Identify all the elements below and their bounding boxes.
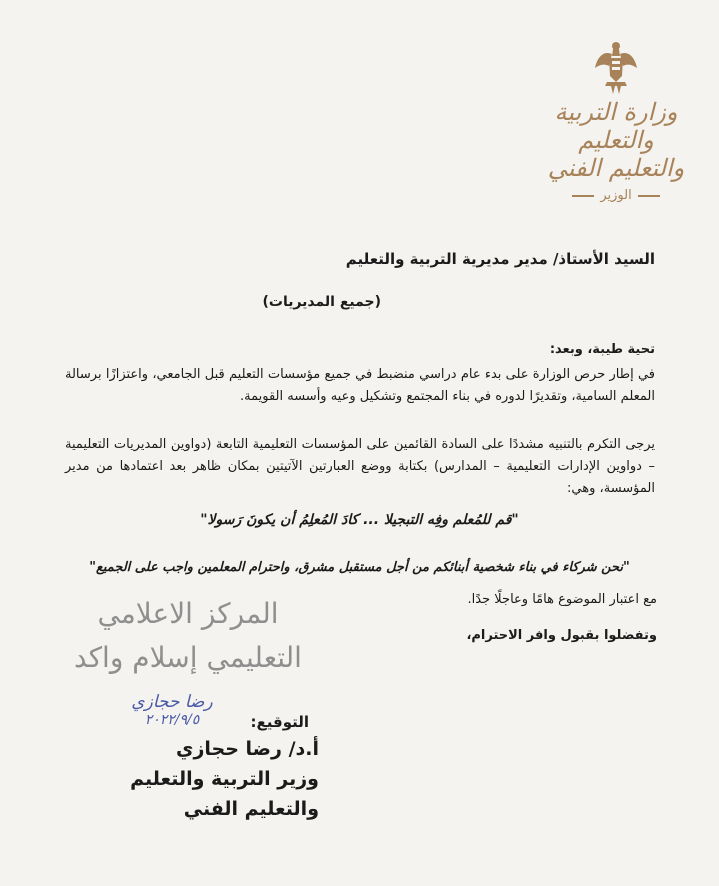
recipient-scope: (جميع المديريات): [262, 294, 381, 310]
slogan-partnership: "نحن شركاء في بناء شخصية أبنائكم من أجل مستقبل مشرق، واحترام المعلمين واجب على الجميع": [89, 560, 630, 575]
addressee: السيد الأستاذ/ مدير مديرية التربية والتعليم: [345, 250, 655, 268]
signatory-title: وزير التربية والتعليم: [130, 768, 319, 790]
letterhead: [541, 40, 691, 203]
closing-line: وتفضلوا بقبول وافر الاحترام،: [466, 628, 657, 643]
slogan-poem: "قم للمُعلم وفِه التبجيلا ... كادَ المُعلِمُ أن يكونَ رَسولا": [200, 512, 519, 528]
body-paragraph: يرجى التكرم بالتنبيه مشددًا على السادة القائمين على المؤسسات التعليمية التابعة (دواوين المديريات التعليمية – دواوين الإدارات التعليمية – المدارس) بكتابة ووضع العبارتين الآتيتين بمكان ظاهر بعد اعتمادها من مدير المؤسسة، وهي:: [65, 437, 655, 496]
divider: [572, 195, 594, 197]
watermark: [38, 592, 338, 680]
urgency-note: مع اعتبار الموضوع هامًا وعاجلًا جدًا.: [467, 592, 657, 607]
egypt-eagle-emblem-icon: [593, 40, 639, 96]
signatory-name: أ.د/ رضا حجازي: [176, 738, 319, 760]
handwritten-name: رضا حجازي: [131, 692, 213, 712]
watermark-line: التعليمي إسلام واكد: [74, 641, 302, 674]
divider: [638, 195, 660, 197]
signatory-title: والتعليم الفني: [183, 798, 319, 820]
minister-office-label: الوزير: [600, 188, 632, 203]
body-paragraph: في إطار حرص الوزارة على بدء عام دراسي منضبط في جميع مؤسسات التعليم قبل الجامعي، واعتزازًا برسالة المعلم السامية، وتقديرًا لدوره في بناء المجتمع وتشكيل وعيه وأسسه القويمة.: [65, 367, 655, 404]
handwritten-date: ٢٠٢٢/٩/٥: [144, 712, 200, 728]
minister-office-line: [541, 188, 691, 203]
signature-label: التوقيع:: [250, 713, 309, 731]
ministry-name: وزارة التربية والتعليم والتعليم الفني: [547, 98, 685, 182]
handwritten-signature: [116, 692, 228, 728]
watermark-line: المركز الاعلامي: [97, 597, 279, 630]
greeting: تحية طيبة، وبعد:: [549, 342, 655, 357]
